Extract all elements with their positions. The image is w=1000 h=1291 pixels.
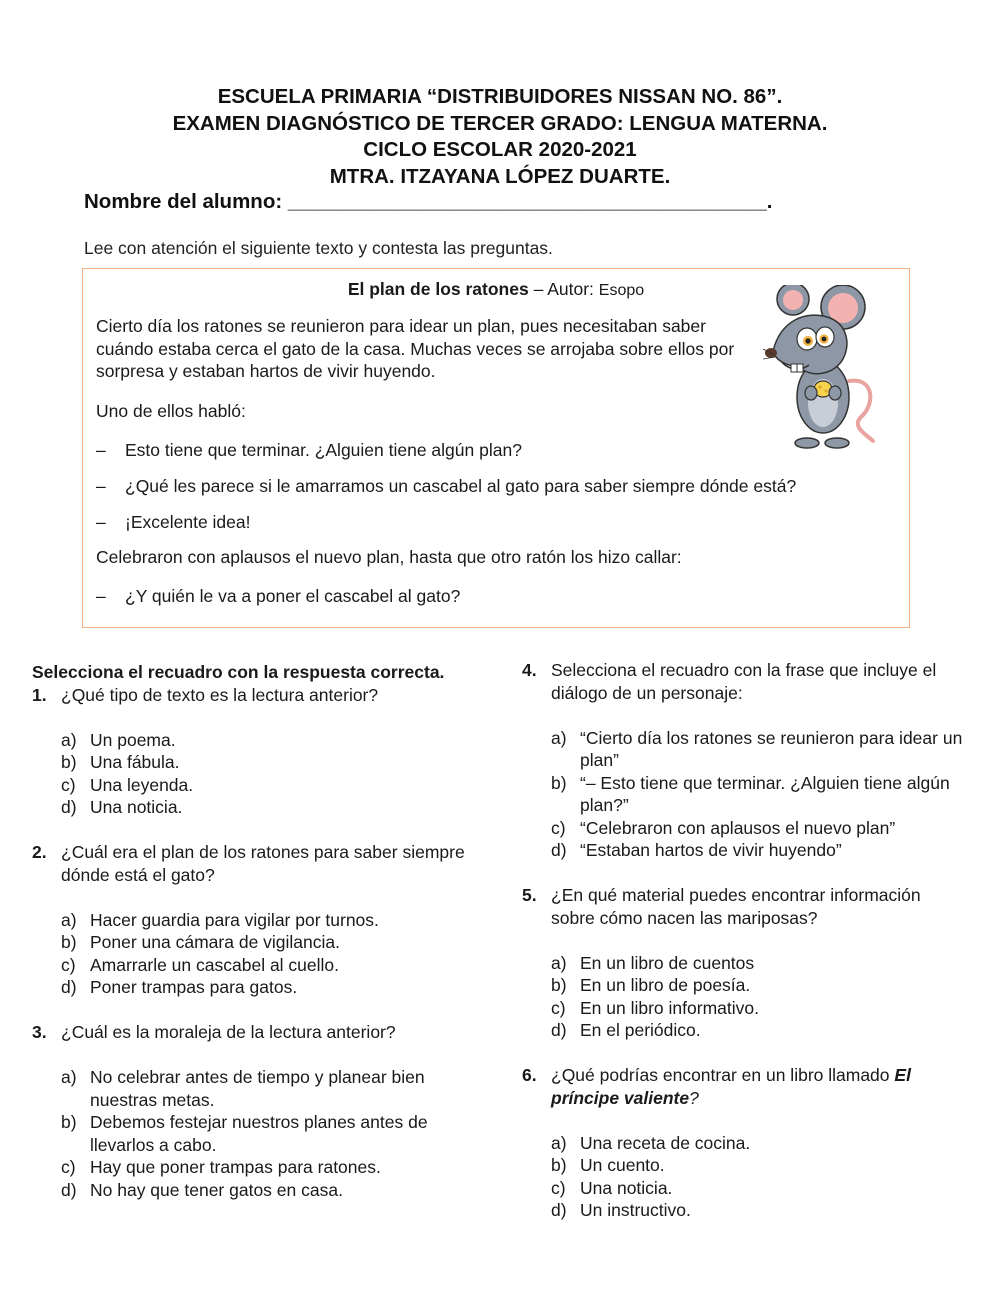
option-text: “Celebraron con aplausos el nuevo plan” [580, 817, 896, 838]
option-c[interactable] [32, 1156, 482, 1179]
exam-title: EXAMEN DIAGNÓSTICO DE TERCER GRADO: LENGUA MATERNA. [172, 111, 828, 135]
options-list [32, 729, 482, 819]
option-letter: c) [551, 817, 566, 838]
option-b[interactable] [522, 974, 967, 997]
option-a[interactable] [522, 727, 967, 772]
option-text: Poner trampas para gatos. [90, 977, 298, 997]
dialogue-line-1 [96, 439, 522, 462]
dialogue-text: ¿Qué les parece si le amarramos un cascabel al gato para saber siempre dónde está? [125, 476, 797, 496]
option-text: Hay que poner trampas para ratones. [90, 1157, 381, 1177]
option-text: En un libro de poesía. [580, 975, 751, 995]
option-text: “Cierto día los ratones se reunieron para idear un plan” [580, 727, 963, 770]
option-text: Una fábula. [90, 752, 180, 772]
option-d[interactable] [32, 796, 482, 819]
option-letter: a) [61, 729, 77, 750]
option-letter: a) [551, 1132, 567, 1153]
option-text: Un poema. [90, 729, 176, 750]
option-letter: d) [551, 840, 567, 860]
option-text: “– Esto tiene que terminar. ¿Alguien tiene algún plan?” [580, 772, 950, 815]
question-1 [32, 684, 482, 707]
questions-heading: Selecciona el recuadro con la respuesta correcta. [32, 662, 445, 682]
option-letter: a) [551, 952, 567, 973]
question-text-after: ? [689, 1087, 699, 1108]
dialogue-dash: – [96, 440, 106, 460]
author-label: Autor: [547, 279, 599, 299]
question-text: Selecciona el recuadro con la frase que incluye el diálogo de un personaje: [551, 660, 937, 703]
question-text: ¿Cuál es la moraleja de la lectura anterior? [61, 1022, 396, 1042]
option-a[interactable] [522, 952, 967, 975]
option-letter: c) [551, 997, 566, 1018]
dialogue-line-3 [96, 511, 251, 534]
option-text: Hacer guardia para vigilar por turnos. [90, 909, 379, 930]
option-text: No hay que tener gatos en casa. [90, 1179, 343, 1200]
question-text-before: ¿Qué podrías encontrar en un libro llamado [551, 1065, 895, 1085]
option-letter: c) [61, 1157, 76, 1177]
question-number: 1. [32, 684, 47, 705]
option-text: En un libro informativo. [580, 997, 759, 1018]
option-text: Debemos festejar nuestros planes antes de llevarlos a cabo. [90, 1112, 428, 1155]
option-letter: b) [61, 752, 77, 772]
question-3 [32, 1021, 482, 1044]
school-name: ESCUELA PRIMARIA “DISTRIBUIDORES NISSAN NO. 86”. [217, 85, 783, 108]
story-paragraph-2: Uno de ellos habló: [96, 401, 246, 421]
option-letter: d) [551, 1020, 567, 1040]
option-text: En un libro de cuentos [580, 952, 755, 973]
questions-column-right [522, 659, 967, 1222]
school-year: CICLO ESCOLAR 2020-2021 [363, 138, 637, 161]
option-letter: d) [551, 1200, 567, 1220]
option-letter: d) [61, 1179, 77, 1200]
dialogue-line-2 [96, 475, 796, 498]
option-c[interactable] [522, 817, 967, 840]
option-letter: a) [551, 727, 567, 748]
option-letter: d) [61, 797, 77, 817]
question-text: ¿Qué tipo de texto es la lectura anterior? [61, 684, 379, 705]
option-b[interactable] [32, 1111, 482, 1156]
option-letter: b) [551, 975, 567, 995]
student-name-field[interactable]: Nombre del alumno: __________________________________________. [84, 190, 773, 213]
option-text: Una noticia. [90, 797, 183, 817]
options-list [32, 1066, 482, 1201]
option-letter: d) [61, 977, 77, 997]
option-text: No celebrar antes de tiempo y planear bien nuestras metas. [90, 1067, 425, 1110]
question-number: 6. [522, 1065, 537, 1085]
dialogue-text: ¿Y quién le va a poner el cascabel al gato? [125, 586, 461, 606]
question-2 [32, 841, 482, 886]
story-paragraph-3: Celebraron con aplausos el nuevo plan, hasta que otro ratón los hizo callar: [96, 547, 682, 567]
mouse-illustration [763, 285, 885, 451]
question-4 [522, 659, 967, 704]
question-number: 2. [32, 842, 47, 862]
exam-header [0, 84, 1000, 190]
option-text: Una receta de cocina. [580, 1132, 751, 1153]
option-d[interactable] [32, 976, 482, 999]
options-list [522, 1132, 967, 1222]
option-letter: b) [551, 1155, 567, 1175]
option-b[interactable] [522, 1154, 967, 1177]
option-d[interactable] [522, 1019, 967, 1042]
question-6 [522, 1064, 967, 1109]
option-text: Amarrarle un cascabel al cuello. [90, 954, 340, 975]
option-d[interactable] [32, 1179, 482, 1202]
option-c[interactable] [32, 774, 482, 797]
author-name: Esopo [598, 282, 645, 299]
dialogue-dash: – [96, 512, 106, 532]
option-letter: c) [61, 954, 76, 975]
option-text: Poner una cámara de vigilancia. [90, 932, 341, 952]
question-number: 3. [32, 1022, 47, 1042]
question-number: 4. [522, 660, 537, 680]
question-5 [522, 884, 967, 929]
story-title-text: El plan de los ratones [347, 279, 529, 299]
options-list [522, 727, 967, 862]
question-text: ¿Cuál era el plan de los ratones para saber siempre dónde está el gato? [61, 842, 465, 885]
option-d[interactable] [522, 839, 967, 862]
option-a[interactable] [32, 909, 482, 932]
story-paragraph-1: Cierto día los ratones se reunieron para idear un plan, pues necesitaban saber cuándo estaba cerca el gato de la casa. Muchas veces se arrojaba sobre ellos por sorpresa y estaban hartos de vivir huyendo. [96, 316, 735, 381]
question-text: ¿En qué material puedes encontrar información sobre cómo nacen las mariposas? [551, 885, 921, 928]
option-letter: b) [61, 932, 77, 952]
option-text: “Estaban hartos de vivir huyendo” [580, 840, 842, 860]
option-text: En el periódico. [580, 1020, 701, 1040]
option-a[interactable] [32, 729, 482, 752]
option-c[interactable] [32, 954, 482, 977]
option-letter: c) [551, 1177, 566, 1198]
option-b[interactable] [522, 772, 967, 817]
option-c[interactable] [522, 997, 967, 1020]
teacher-name: MTRA. ITZAYANA LÓPEZ DUARTE. [329, 164, 671, 188]
dialogue-text: ¡Excelente idea! [125, 512, 251, 532]
option-d[interactable] [522, 1199, 967, 1222]
option-letter: b) [61, 1112, 77, 1132]
option-b[interactable] [32, 931, 482, 954]
option-letter: b) [551, 772, 567, 793]
dialogue-dash: – [96, 586, 106, 606]
option-text: Un cuento. [580, 1155, 665, 1175]
option-text: Una leyenda. [90, 774, 194, 795]
questions-column-left [32, 661, 482, 1201]
option-a[interactable] [522, 1132, 967, 1155]
dialogue-text: Esto tiene que terminar. ¿Alguien tiene algún plan? [125, 440, 522, 460]
option-letter: a) [61, 1067, 77, 1087]
book-title: El príncipe valiente [551, 1065, 911, 1108]
option-c[interactable] [522, 1177, 967, 1200]
option-b[interactable] [32, 751, 482, 774]
options-list [522, 952, 967, 1042]
option-letter: a) [61, 909, 77, 930]
option-a[interactable] [32, 1066, 482, 1111]
option-letter: c) [61, 774, 76, 795]
option-text: Una noticia. [580, 1177, 673, 1198]
options-list [32, 909, 482, 999]
dialogue-line-4 [96, 585, 460, 608]
question-number: 5. [522, 885, 537, 905]
title-separator: – [528, 279, 548, 299]
story-box [82, 268, 910, 628]
dialogue-dash: – [96, 476, 106, 496]
option-text: Un instructivo. [580, 1200, 691, 1220]
instruction-text: Lee con atención el siguiente texto y contesta las preguntas. [84, 238, 553, 258]
